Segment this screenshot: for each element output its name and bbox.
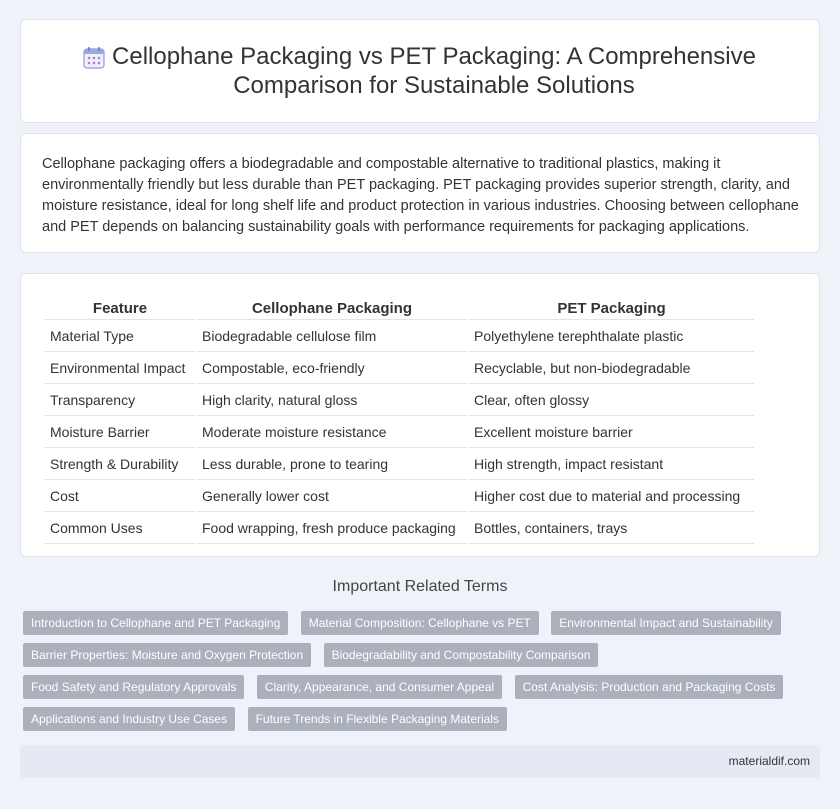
table-cell-feature: Transparency [45, 386, 195, 416]
table-cell-cellophane: Less durable, prone to tearing [197, 450, 467, 480]
table-cell-feature: Cost [45, 482, 195, 512]
table-row [45, 322, 754, 352]
table-row [45, 354, 754, 384]
table-row [45, 482, 754, 512]
table-row [45, 386, 754, 416]
footer-site-link[interactable]: materialdif.com [728, 754, 810, 768]
related-term-tag[interactable]: Future Trends in Flexible Packaging Materials [248, 707, 507, 731]
table-row [45, 450, 754, 480]
table-cell-feature: Common Uses [45, 514, 195, 544]
table-row [45, 514, 754, 544]
comparison-table [43, 296, 756, 546]
related-terms-list [23, 611, 823, 739]
related-term-tag[interactable]: Clarity, Appearance, and Consumer Appeal [257, 675, 502, 699]
page-title: Cellophane Packaging vs PET Packaging: A Comprehensive Comparison for Sustainable Solutions [112, 43, 756, 99]
title-card [20, 19, 820, 123]
intro-card [20, 133, 820, 253]
related-term-tag[interactable]: Cost Analysis: Production and Packaging Costs [515, 675, 784, 699]
table-cell-feature: Material Type [45, 322, 195, 352]
related-term-tag[interactable]: Introduction to Cellophane and PET Packaging [23, 611, 288, 635]
table-cell-pet: Clear, often glossy [469, 386, 754, 416]
table-cell-cellophane: Compostable, eco-friendly [197, 354, 467, 384]
related-term-tag[interactable]: Applications and Industry Use Cases [23, 707, 235, 731]
table-cell-pet: Excellent moisture barrier [469, 418, 754, 448]
table-header-row [45, 298, 754, 320]
related-term-tag[interactable]: Environmental Impact and Sustainability [551, 611, 780, 635]
table-cell-cellophane: Food wrapping, fresh produce packaging [197, 514, 467, 544]
table-cell-cellophane: Generally lower cost [197, 482, 467, 512]
comparison-table-card [20, 273, 820, 557]
related-term-tag[interactable]: Biodegradability and Compostability Comparison [324, 643, 599, 667]
intro-paragraph: Cellophane packaging offers a biodegradable and compostable alternative to traditional plastics, making it environmentally friendly but less durable than PET packaging. PET packaging provides superior strength, clarity, and moisture resistance, ideal for long shelf life and product protection in various industries. Choosing between cellophane and PET depends on balancing sustainability goals with performance requirements for packaging applications. [42, 156, 799, 235]
related-term-tag[interactable]: Material Composition: Cellophane vs PET [301, 611, 539, 635]
footer [20, 745, 820, 778]
table-header-feature: Feature [45, 298, 195, 320]
related-terms-title: Important Related Terms [332, 578, 508, 595]
table-cell-feature: Environmental Impact [45, 354, 195, 384]
table-cell-cellophane: Moderate moisture resistance [197, 418, 467, 448]
table-header-pet: PET Packaging [469, 298, 754, 320]
table-cell-cellophane: High clarity, natural gloss [197, 386, 467, 416]
table-cell-feature: Moisture Barrier [45, 418, 195, 448]
table-cell-pet: Higher cost due to material and processing [469, 482, 754, 512]
table-row [45, 418, 754, 448]
table-cell-pet: Bottles, containers, trays [469, 514, 754, 544]
table-cell-feature: Strength & Durability [45, 450, 195, 480]
table-cell-pet: Recyclable, but non-biodegradable [469, 354, 754, 384]
related-term-tag[interactable]: Food Safety and Regulatory Approvals [23, 675, 244, 699]
table-header-cellophane: Cellophane Packaging [197, 298, 467, 320]
table-cell-cellophane: Biodegradable cellulose film [197, 322, 467, 352]
related-term-tag[interactable]: Barrier Properties: Moisture and Oxygen Protection [23, 643, 311, 667]
table-cell-pet: Polyethylene terephthalate plastic [469, 322, 754, 352]
table-cell-pet: High strength, impact resistant [469, 450, 754, 480]
